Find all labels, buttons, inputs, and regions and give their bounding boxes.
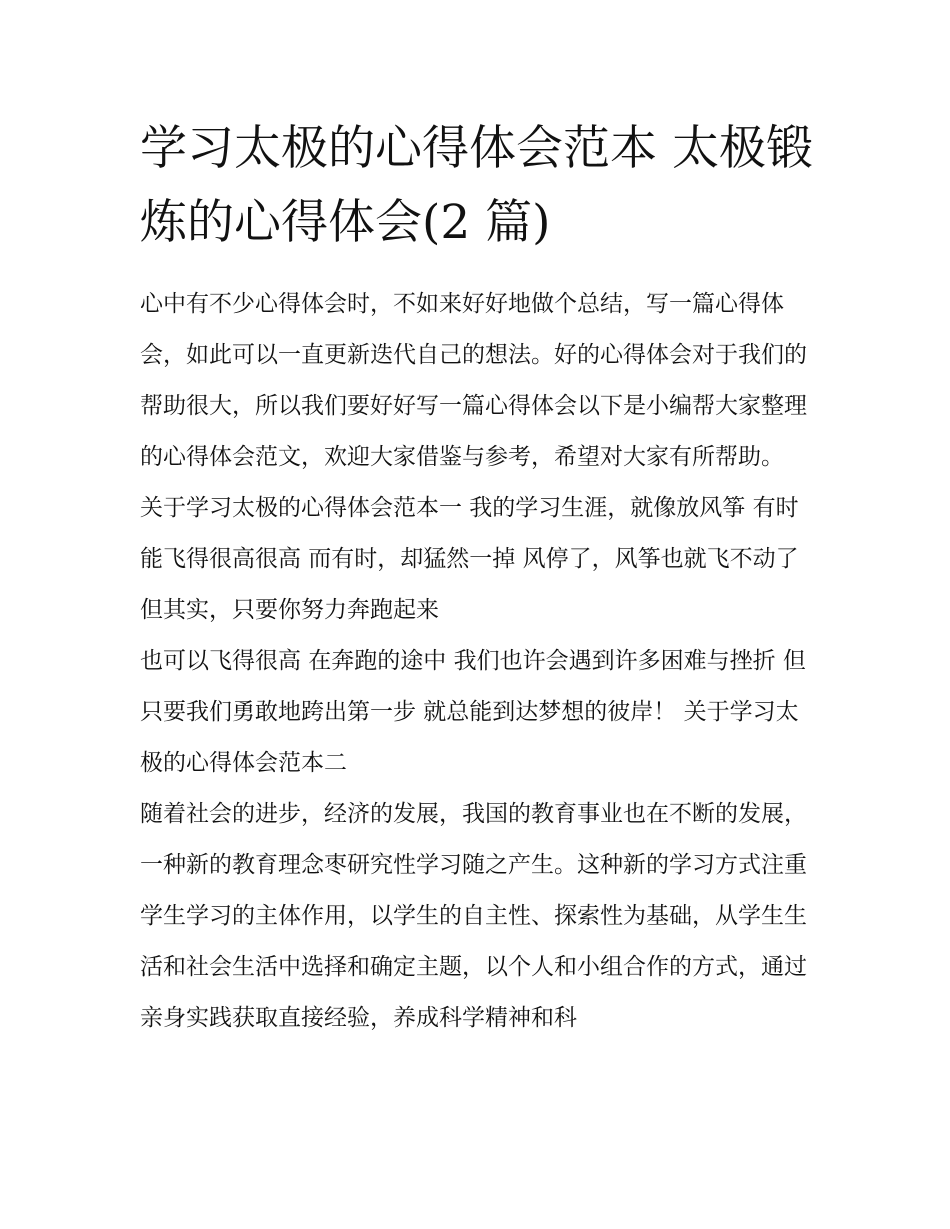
paragraph-intro: 心中有不少心得体会时，不如来好好地做个总结，写一篇心得体会，如此可以一直更新迭代自己的想法。好的心得体会对于我们的帮助很大，所以我们要好好写一篇心得体会以下是小编帮大家整理的心得体会范文，欢迎大家借鉴与参考，希望对大家有所帮助。 — [140, 291, 807, 470]
document-title: 学习太极的心得体会范本 太极锻炼的心得体会(2 篇) — [140, 121, 813, 250]
paragraph-sample-one-continued: 也可以飞得很高 在奔跑的途中 我们也许会遇到许多困难与挫折 但只要我们勇敢地跨出第一步 就总能到达梦想的彼岸！ 关于学习太极的心得体会范本二 — [140, 648, 806, 776]
paragraph-sample-one: 关于学习太极的心得体会范本一 我的学习生涯，就像放风筝 有时能飞得很高很高 而有时，却猛然一掉 风停了，风筝也就飞不动了 但其实，只要你努力奔跑起来 — [140, 495, 799, 623]
document-body — [140, 279, 812, 1044]
paragraph-sample-two: 随着社会的进步，经济的发展，我国的教育事业也在不断的发展，一种新的教育理念枣研究性学习随之产生。这种新的学习方式注重学生学习的主体作用，以学生的自主性、探索性为基础，从学生生活和社会生活中选择和确定主题，以个人和小组合作的方式，通过亲身实践获取直接经验，养成科学精神和科 — [140, 801, 807, 1031]
